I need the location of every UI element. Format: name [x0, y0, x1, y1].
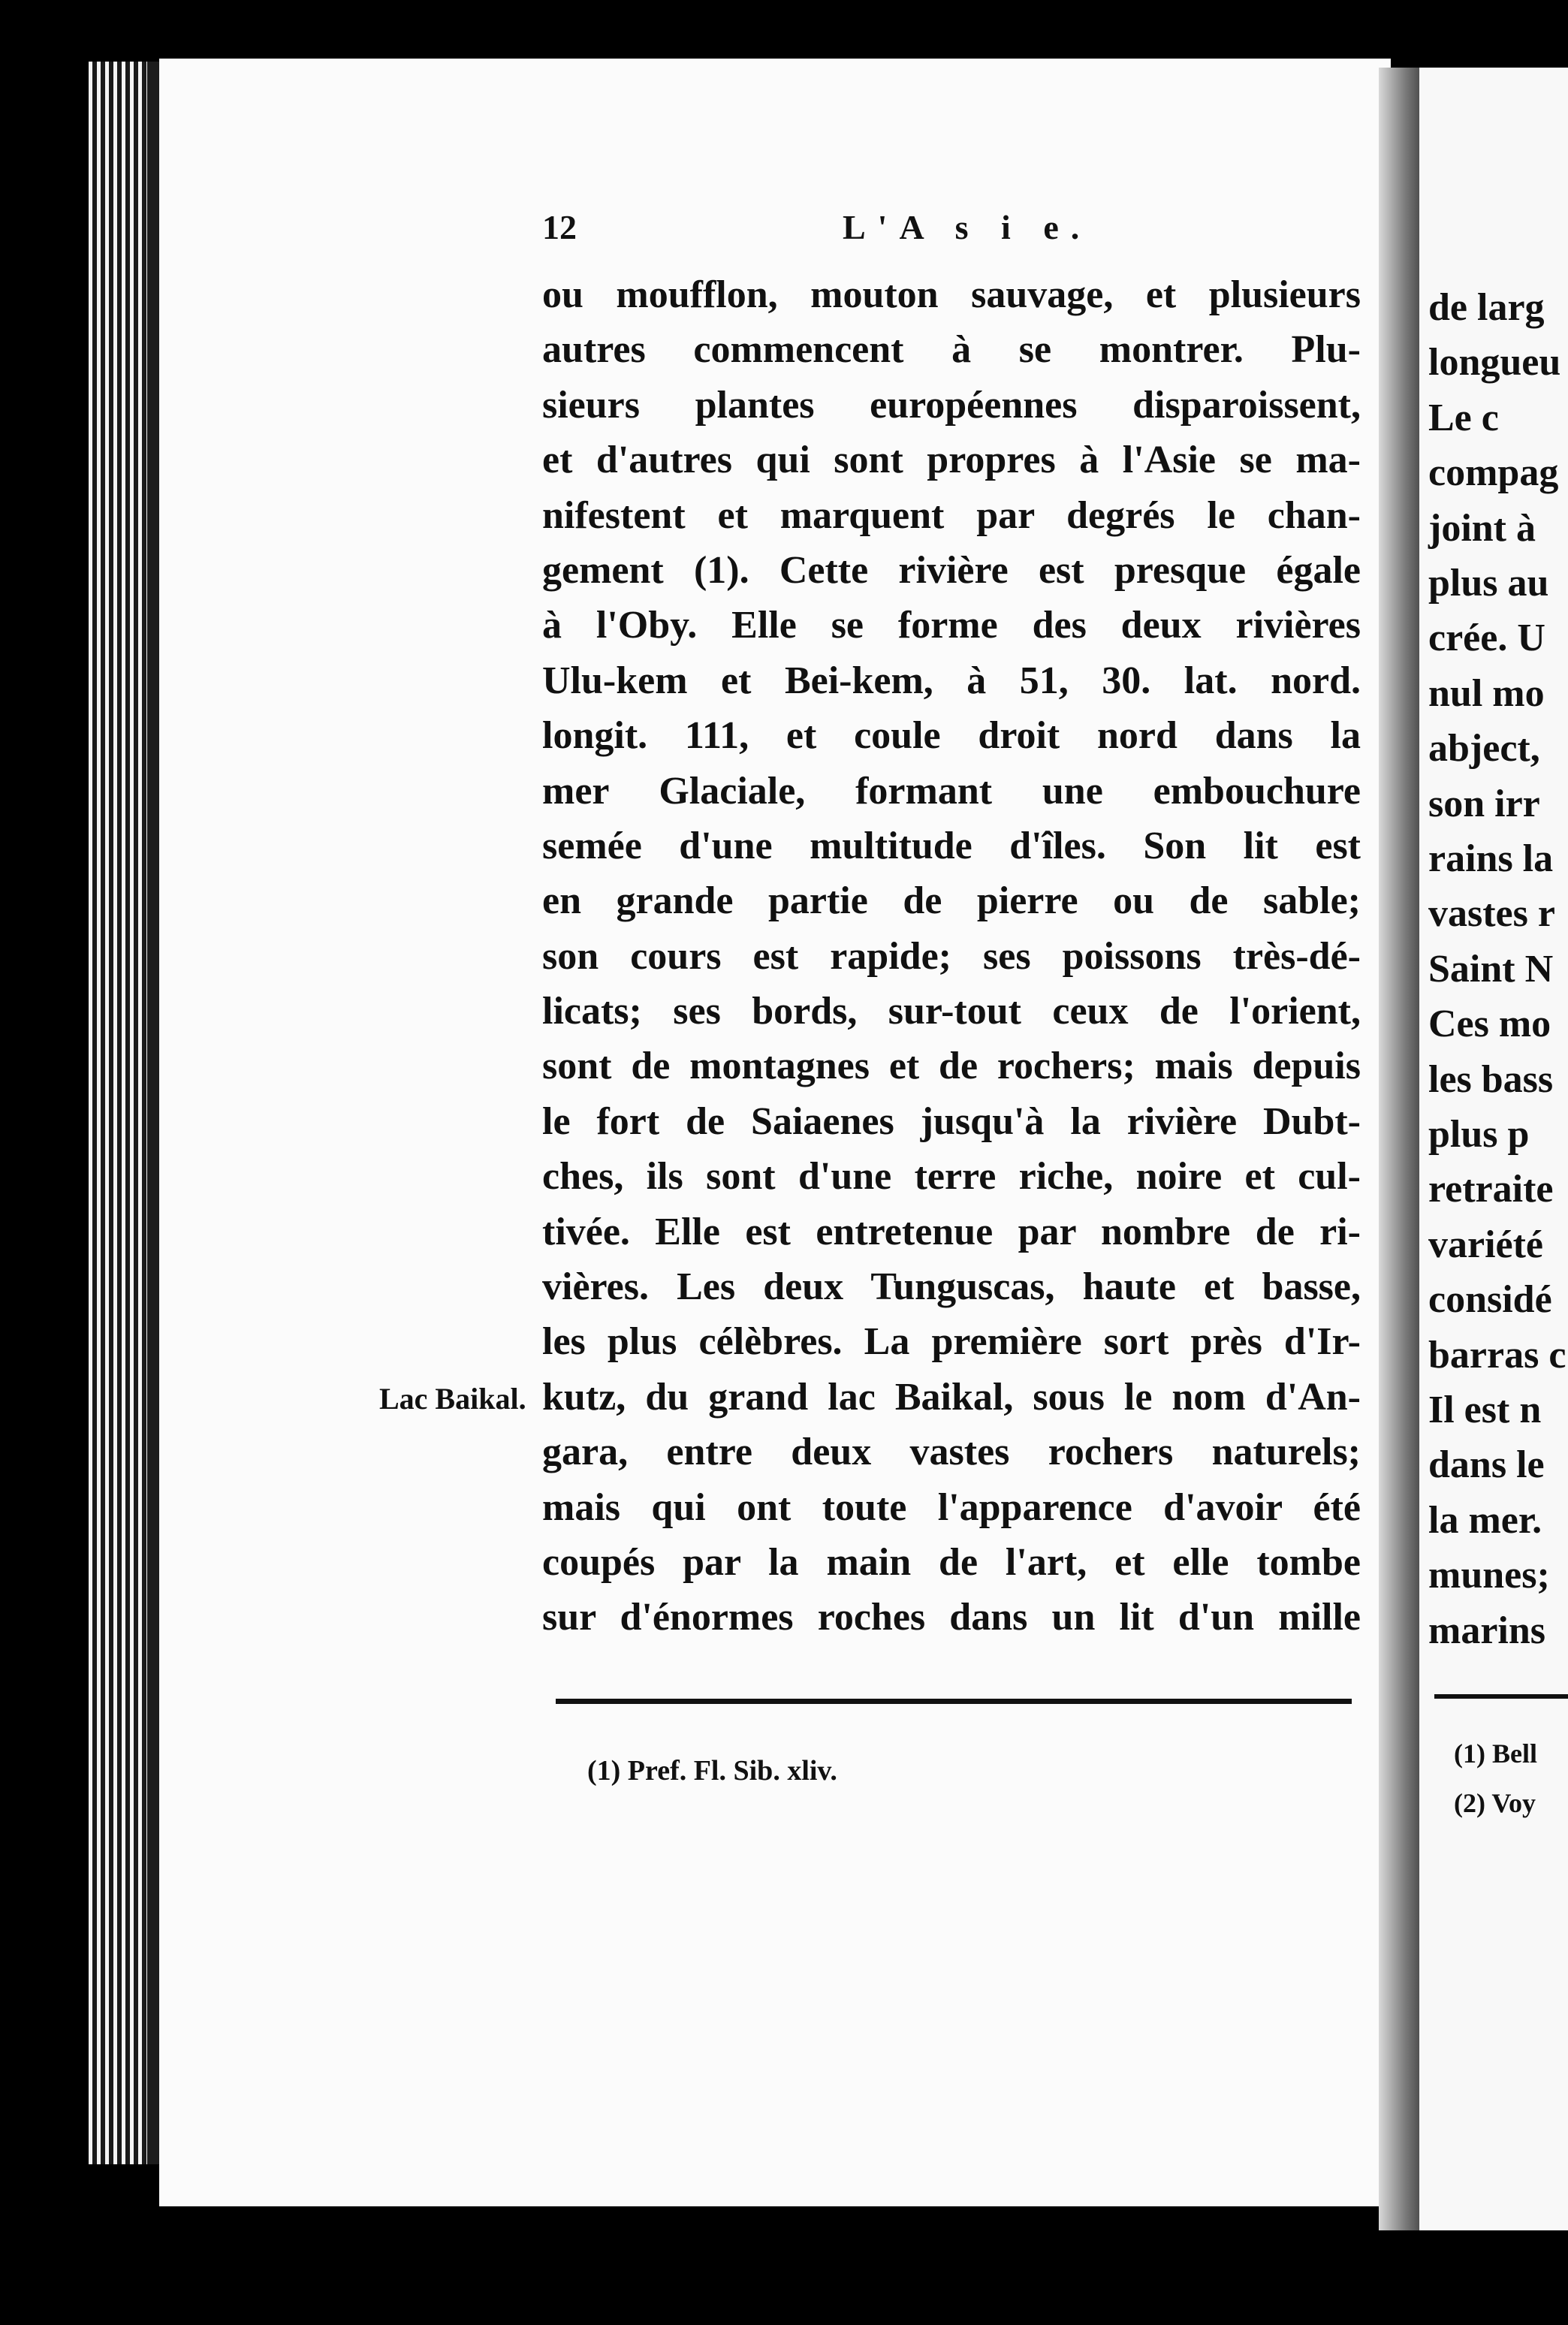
facing-line: variété	[1428, 1223, 1544, 1266]
body-line: le fort de Saiaenes jusqu'à la rivière Dubt-	[542, 1099, 1361, 1143]
footnote: (1) Pref. Fl. Sib. xliv.	[587, 1755, 837, 1787]
margin-note: Lac Baikal.	[379, 1382, 526, 1416]
body-line: à l'Oby. Elle se forme des deux rivières	[542, 604, 1361, 647]
facing-line: la mer.	[1428, 1498, 1542, 1542]
facing-line: marins	[1428, 1609, 1545, 1652]
body-line: vières. Les deux Tunguscas, haute et basse,	[542, 1265, 1361, 1309]
body-line: sont de montagnes et de rochers; mais depuis	[542, 1045, 1361, 1088]
body-line: tivée. Elle est entretenue par nombre de ri-	[542, 1210, 1361, 1253]
body-line: et d'autres qui sont propres à l'Asie se ma-	[542, 439, 1361, 482]
footnote-rule	[556, 1699, 1352, 1704]
facing-line: rains la	[1428, 837, 1554, 880]
facing-line: dans le	[1428, 1443, 1545, 1487]
facing-line: plus au	[1428, 562, 1549, 605]
body-line: Ulu-kem et Bei-kem, à 51, 30. lat. nord.	[542, 659, 1361, 702]
facing-line: les bass	[1428, 1057, 1554, 1101]
body-line: gement (1). Cette rivière est presque égale	[542, 548, 1361, 592]
body-line: kutz, du grand lac Baikal, sous le nom d'An-	[542, 1375, 1361, 1419]
body-line: nifestent et marquent par degrés le chan-	[542, 493, 1361, 537]
body-text	[542, 267, 1361, 1645]
facing-line: crée. U	[1428, 617, 1545, 660]
facing-line: longueu	[1428, 341, 1561, 384]
facing-line: Saint N	[1428, 947, 1554, 991]
facing-line: Le c	[1428, 396, 1499, 439]
body-line: ches, ils sont d'une terre riche, noire et cul-	[542, 1155, 1361, 1199]
facing-line: nul mo	[1428, 671, 1545, 715]
facing-line: joint à	[1428, 506, 1536, 550]
facing-line: Il est n	[1428, 1389, 1542, 1431]
body-line: son cours est rapide; ses poissons très-dé-	[542, 934, 1361, 978]
facing-footnote-rule	[1434, 1694, 1568, 1699]
facing-footnote: (2) Voy	[1454, 1788, 1536, 1818]
body-line: licats; ses bords, sur-tout ceux de l'orient,	[542, 990, 1361, 1033]
body-line: longit. 111, et coule droit nord dans la	[542, 714, 1361, 758]
body-line: sieurs plantes européennes disparoissent,	[542, 383, 1361, 427]
body-line: en grande partie de pierre ou de sable;	[542, 879, 1361, 923]
body-line: autres commencent à se montrer. Plu-	[542, 328, 1361, 372]
facing-footnote: (1) Bell	[1454, 1738, 1537, 1769]
facing-line: Ces mo	[1428, 1003, 1551, 1046]
body-line: mais qui ont toute l'apparence d'avoir été	[542, 1485, 1361, 1529]
facing-line: retraite	[1428, 1168, 1554, 1211]
facing-line: munes;	[1428, 1554, 1550, 1597]
body-line: mer Glaciale, formant une embouchure	[542, 769, 1361, 813]
facing-line: vastes r	[1428, 892, 1555, 936]
body-line: coupés par la main de l'art, et elle tombe	[542, 1540, 1361, 1584]
facing-line: abject,	[1428, 727, 1540, 770]
facing-line: compag	[1428, 451, 1559, 495]
page-header	[542, 207, 1361, 252]
body-line: les plus célèbres. La première sort près d'Ir-	[542, 1320, 1361, 1364]
body-line: gara, entre deux vastes rochers naturels;	[542, 1431, 1361, 1474]
facing-line: plus p	[1428, 1113, 1530, 1156]
facing-line: son irr	[1428, 782, 1540, 825]
running-title: L'A s i e.	[843, 208, 1092, 246]
facing-line: considé	[1428, 1278, 1552, 1322]
body-line: semée d'une multitude d'îles. Son lit est	[542, 824, 1361, 867]
facing-page	[1419, 68, 1568, 2230]
facing-line: de larg	[1428, 286, 1545, 329]
facing-line: barras c	[1428, 1333, 1566, 1377]
body-line: ou moufflon, mouton sauvage, et plusieurs	[542, 273, 1361, 316]
page-number: 12	[542, 208, 577, 246]
body-line: sur d'énormes roches dans un lit d'un mille	[542, 1596, 1361, 1639]
